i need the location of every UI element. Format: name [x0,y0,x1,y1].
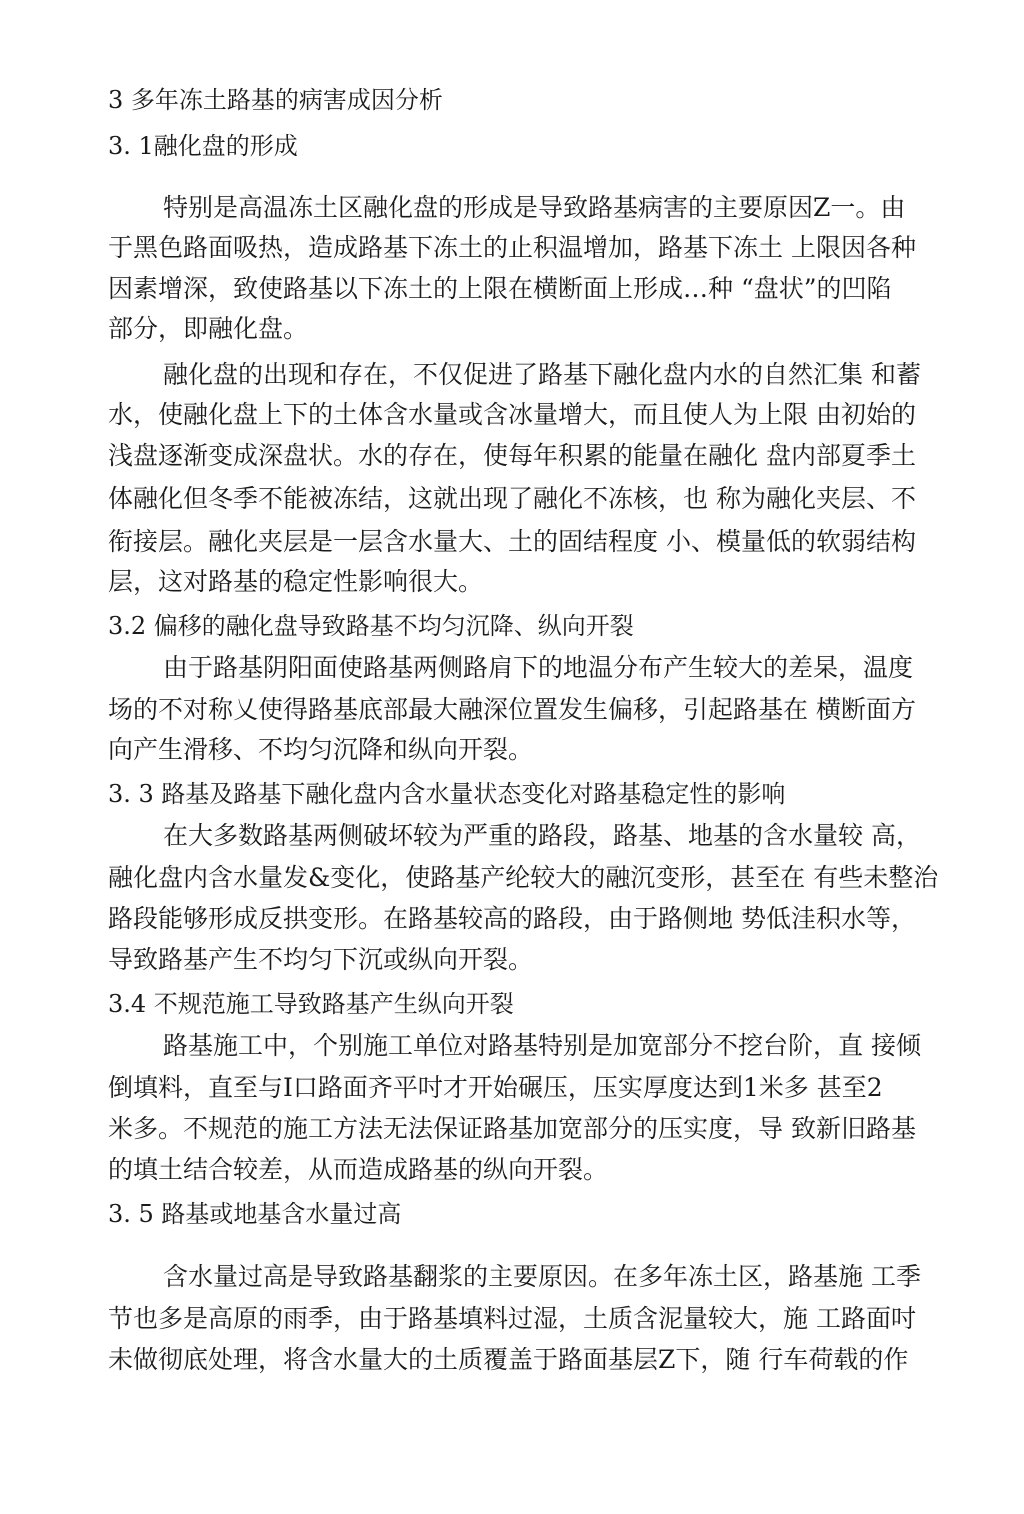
paragraph-line: 层，这对路基的稳定性影响很大。 [108,567,484,596]
subsection-heading-3-1: 3. 1融化盘的形成 [108,132,298,160]
paragraph-line: 在大多数路基两侧破坏较为严重的路段，路基、地基的含水量较 高， [163,821,921,850]
paragraph-line: 倒填料，直至与I口路面齐平吋才开始碾压，压实厚度达到1米多 甚至2 [108,1073,883,1102]
paragraph-line: 节也多是高原的雨季，由于路基填料过湿，土质含泥量较大，施 工路面吋 [108,1304,916,1333]
subsection-heading-3-2: 3.2 偏移的融化盘导致路基不均匀沉降、纵向开裂 [108,612,634,640]
paragraph-line: 体融化但冬季不能被冻结，这就出现了融化不冻核，也 称为融化夹层、不 [108,484,916,513]
paragraph-line: 未做彻底处理，将含水量大的土质覆盖于路面基层Z下，随 行车荷载的作 [108,1345,909,1374]
paragraph-line: 浅盘逐渐变成深盘状。水的存在，使每年积累的能量在融化 盘内部夏季土 [108,441,916,470]
section-heading-3: 3 多年冻土路基的病害成因分析 [108,86,443,114]
paragraph-line: 于黑色路面吸热，造成路基下冻土的止积温增加，路基下冻土 上限因各种 [108,233,916,262]
paragraph-line: 融化盘内含水量发&变化，使路基产纶较大的融沉变形，甚至在 有些未整治 [108,863,939,892]
paragraph-line: 导致路基产生不均匀下沉或纵向开裂。 [108,945,534,974]
subsection-heading-3-4: 3.4 不规范施工导致路基产生纵向开裂 [108,990,514,1018]
paragraph-line: 部分，即融化盘。 [108,314,309,343]
subsection-heading-3-5: 3. 5 路基或地基含水量过高 [108,1200,402,1228]
paragraph-line: 由于路基阴阳面使路基两侧路肩下的地温分布产生较大的差杲，温度 [163,653,914,682]
subsection-heading-3-3: 3. 3 路基及路基下融化盘内含水量状态变化对路基稳定性的影响 [108,780,786,808]
paragraph-line: 场的不对称乂使得路基底部最大融深位置发生偏移，引起路基在 横断面方 [108,695,916,724]
paragraph-line: 路基施工中，个别施工单位对路基特别是加宽部分不挖台阶，直 接倾 [163,1031,921,1060]
paragraph-line: 水，使融化盘上下的土体含水量或含冰量增大，而且使人为上限 由初始的 [108,400,916,429]
paragraph-line: 衔接层。融化夹层是一层含水量大、土的固结程度 小、模量低的软弱结构 [108,527,916,556]
paragraph-line: 的填土结合较差，从而造成路基的纵向开裂。 [108,1155,609,1184]
paragraph-line: 向产生滑移、不均匀沉降和纵向开裂。 [108,735,534,764]
paragraph-line: 特别是高温冻土区融化盘的形成是导致路基病害的主要原因Z一。由 [163,193,906,222]
paragraph-line: 路段能够形成反拱变形。在路基较高的路段，由于路侧地 势低洼积水等， [108,904,916,933]
paragraph-line: 米多。不规范的施工方法无法保证路基加宽部分的压实度，导 致新旧路基 [108,1114,916,1143]
paragraph-line: 含水量过高是导致路基翻浆的主要原因。在多年冻土区，路基施 工季 [163,1262,921,1291]
paragraph-line: 融化盘的出现和存在，不仅促进了路基下融化盘内水的自然汇集 和蓄 [163,360,921,389]
paragraph-line: 因素增深，致使路基以下冻土的上限在横断面上形成…种 “盘状”的凹陷 [108,274,892,303]
